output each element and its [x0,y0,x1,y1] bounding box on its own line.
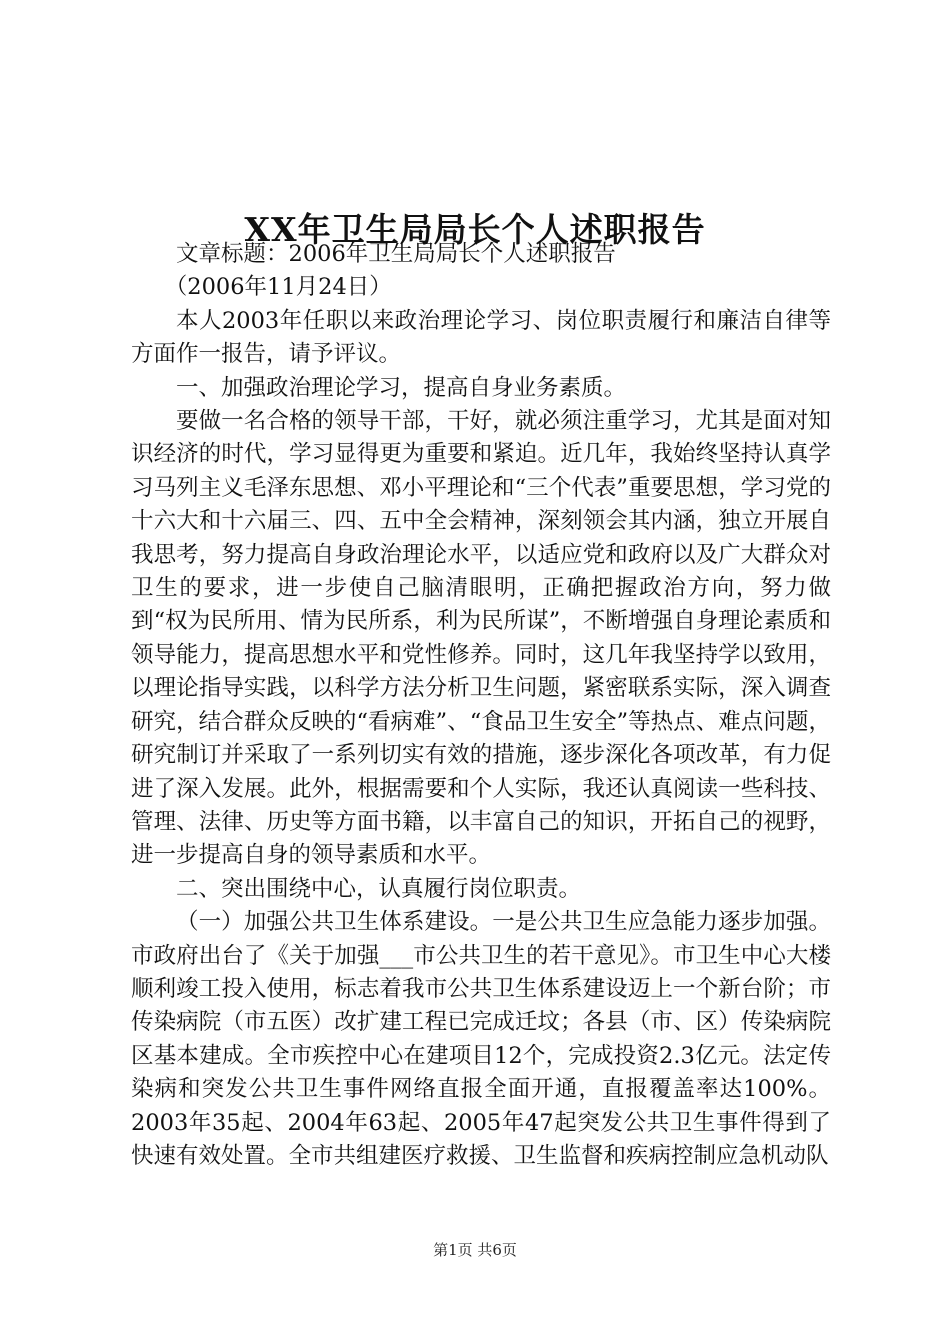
article-title-line: 文章标题：2006年卫生局局长个人述职报告 [176,241,616,267]
body-paragraph: 要做一名合格的领导干部，干好，就必须注重学习，尤其是面对知识经济的时代，学习显得更为重要和紧迫。近几年，我始终坚持认真学习马列主义毛泽东思想、邓小平理论和“三个代表”重要思想，学习党的十六大和十六届三、四、五中全会精神，深刻领会其内涵，独立开展自我思考，努力提高自身政治理论水平，以适应党和政府以及广大群众对卫生的要求，进一步使自己脑清眼明，正确把握政治方向，努力做到“权为民所用、情为民所系，利为民所谋”，不断增强自身理论素质和领导能力，提高思想水平和党性修养。同时，这几年我坚持学以致用，以理论指导实践，以科学方法分析卫生问题，紧密联系实际，深入调查研究，结合群众反映的“看病难”、“食品卫生安全”等热点、难点问题，研究制订并采取了一系列切实有效的措施，逐步深化各项改革，有力促进了深入发展。此外，根据需要和个人实际，我还认真阅读一些科技、管理、法律、历史等方面书籍，以丰富自己的知识，开拓自己的视野，进一步提高自身的领导素质和水平。 [131,408,831,869]
page-number-footer: 第1页 共6页 [433,1241,517,1259]
body-paragraph: （一）加强公共卫生体系建设。一是公共卫生应急能力逐步加强。市政府出台了《关于加强___市公共卫生的若干意见》。市卫生中心大楼顺利竣工投入使用，标志着我市公共卫生体系建设迈上一个新台阶；市传染病院（市五医）改扩建工程已完成迁坟；各县（市、区）传染病院区基本建成。全市疾控中心在建项目12个，完成投资2.3亿元。法定传染病和突发公共卫生事件网络直报全面开通，直报覆盖率达100%。2003年35起、2004年63起、2005年47起突发公共卫生事件得到了快速有效处置。全市共组建医疗救援、卫生监督和疾病控制应急机动队 [131,909,831,1169]
document-body [131,238,831,1173]
date-line: （2006年11月24日） [164,274,392,301]
section-heading-1: 一、加强政治理论学习，提高自身业务素质。 [176,374,627,401]
document-title: XX年卫生局局长个人述职报告 [244,210,706,250]
section-heading-2: 二、突出围绕中心，认真履行岗位职责。 [176,875,582,902]
intro-paragraph: 本人2003年任职以来政治理论学习、岗位职责履行和廉洁自律等方面作一报告，请予评议。 [131,307,831,368]
